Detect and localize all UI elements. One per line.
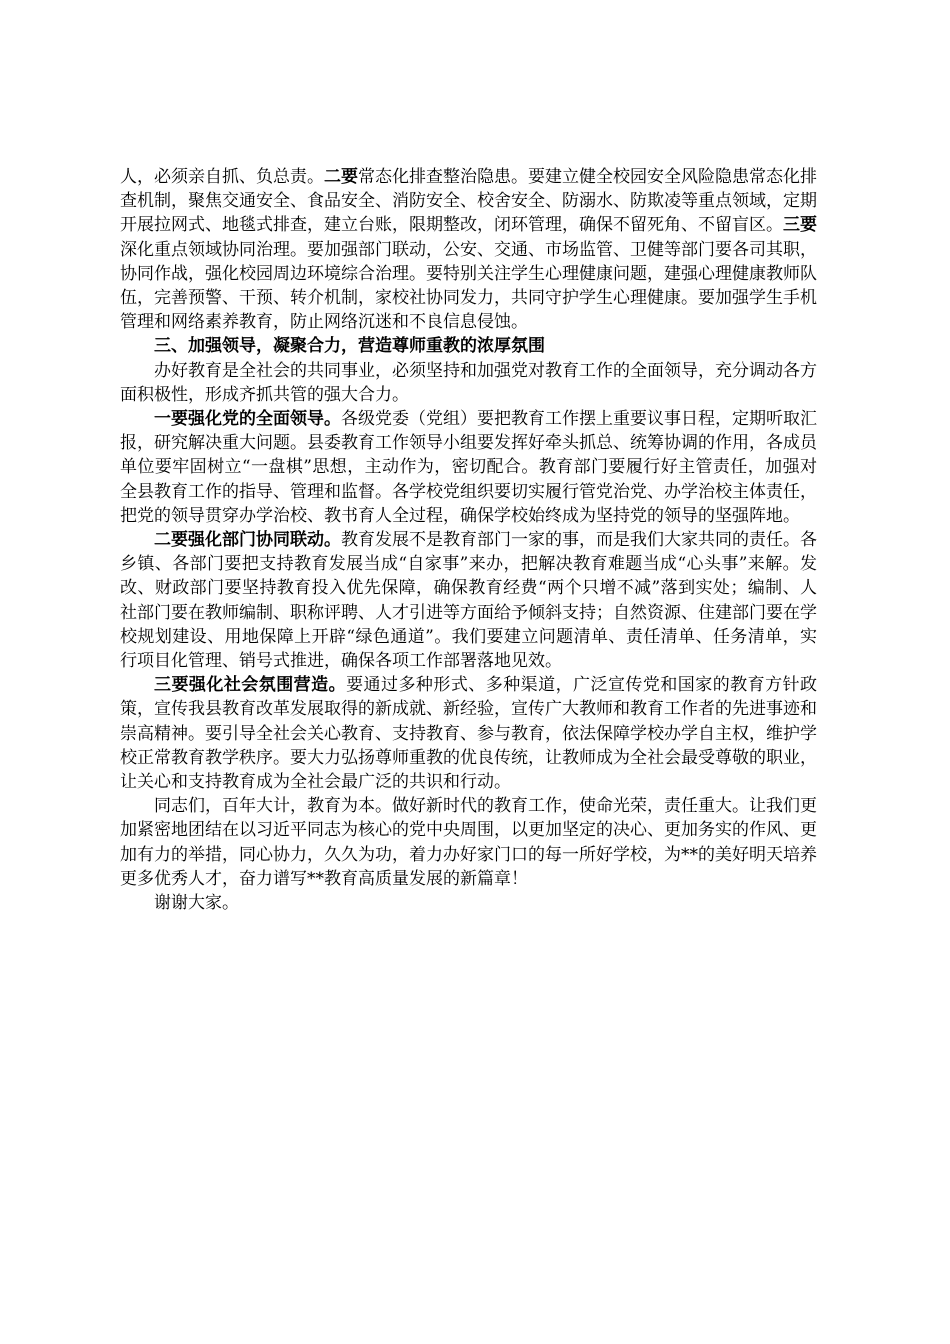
document-body [120, 165, 817, 915]
bold-lead-third: 三要 [783, 215, 817, 236]
bold-lead-second: 二要 [324, 167, 358, 187]
paragraph-safety-continued: 人，必须亲自抓、负总责。二要常态化排查整治隐患。要建立健全校园安全风险隐患常态化排查机制，聚焦交通安全、食品安全、消防安全、校舍安全、防溺水、防欺凌等重点领域，定期开展拉网式、地毯式排查，建立台账，限期整改，闭环管理，确保不留死角、不留盲区。三要深化重点领域协同治理。要加强部门联动，公安、交通、市场监管、卫健等部门要各司其职，协同作战，强化校园周边环境综合治理。要特别关注学生心理健康问题，建强心理健康教师队伍，完善预警、干预、转介机制，家校社协同发力，共同守护学生心理健康。要加强学生手机管理和网络素养教育，防止网络沉迷和不良信息侵蚀。 [120, 167, 817, 333]
paragraph-department-coordination: 二要强化部门协同联动。教育发展不是教育部门一家的事，而是我们大家共同的责任。各乡镇、各部门要把支持教育发展当成“自家事”来办，把解决教育难题当成“心头事”来解。发改、财政部门要坚持教育投入优先保障，确保教育经费“两个只增不减”落到实处；编制、人社部门要在教师编制、职称评聘、人才引进等方面给予倾斜支持；自然资源、住建部门要在学校规划建设、用地保障上开辟“绿色通道”。我们要建立问题清单、责任清单、任务清单，实行项目化管理、销号式推进，确保各项工作部署落地见效。 [120, 530, 817, 672]
paragraph-closing: 同志们，百年大计，教育为本。做好新时代的教育工作，使命光荣，责任重大。让我们更加紧密地团结在以习近平同志为核心的党中央周围，以更加坚定的决心、更加务实的作风、更加有力的举措，同心协力，久久为功，着力办好家门口的每一所好学校，为**的美好明天培养更多优秀人才，奋力谱写**教育高质量发展的新篇章！ [120, 796, 817, 889]
paragraph-party-leadership: 一要强化党的全面领导。各级党委（党组）要把教育工作摆上重要议事日程，定期听取汇报，研究解决重大问题。县委教育工作领导小组要发挥好牵头抓总、统筹协调的作用，各成员单位要牢固树立“一盘棋”思想，主动作为，密切配合。教育部门要履行好主管责任，加强对全县教育工作的指导、管理和监督。各学校党组织要切实履行管党治党、办学治校主体责任，把党的领导贯穿办学治校、教书育人全过程，确保学校始终成为坚持党的领导的坚强阵地。 [120, 409, 817, 526]
paragraph-thanks: 谢谢大家。 [154, 893, 239, 914]
paragraph-intro: 办好教育是全社会的共同事业，必须坚持和加强党对教育工作的全面领导，充分调动各方面积极性，形成齐抓共管的强大合力。 [120, 360, 817, 405]
bold-lead: 二要强化部门协同联动。 [154, 530, 341, 551]
paragraph-social-atmosphere: 三要强化社会氛围营造。要通过多种形式、多种渠道，广泛宣传党和国家的教育方针政策，宣传我县教育改革发展取得的新成就、新经验，宣传广大教师和教育工作者的先进事迹和崇高精神。要引导全社会关心教育、支持教育、参与教育，依法保障学校办学自主权，维护学校正常教育教学秩序。要大力弘扬尊师重教的优良传统，让教师成为全社会最受尊敬的职业，让关心和支持教育成为全社会最广泛的共识和行动。 [120, 675, 818, 793]
bold-lead: 一要强化党的全面领导。 [154, 409, 341, 430]
bold-lead: 三要强化社会氛围营造。 [154, 675, 347, 696]
section-heading-three: 三、加强领导，凝聚合力，营造尊师重教的浓厚氛围 [154, 336, 545, 357]
